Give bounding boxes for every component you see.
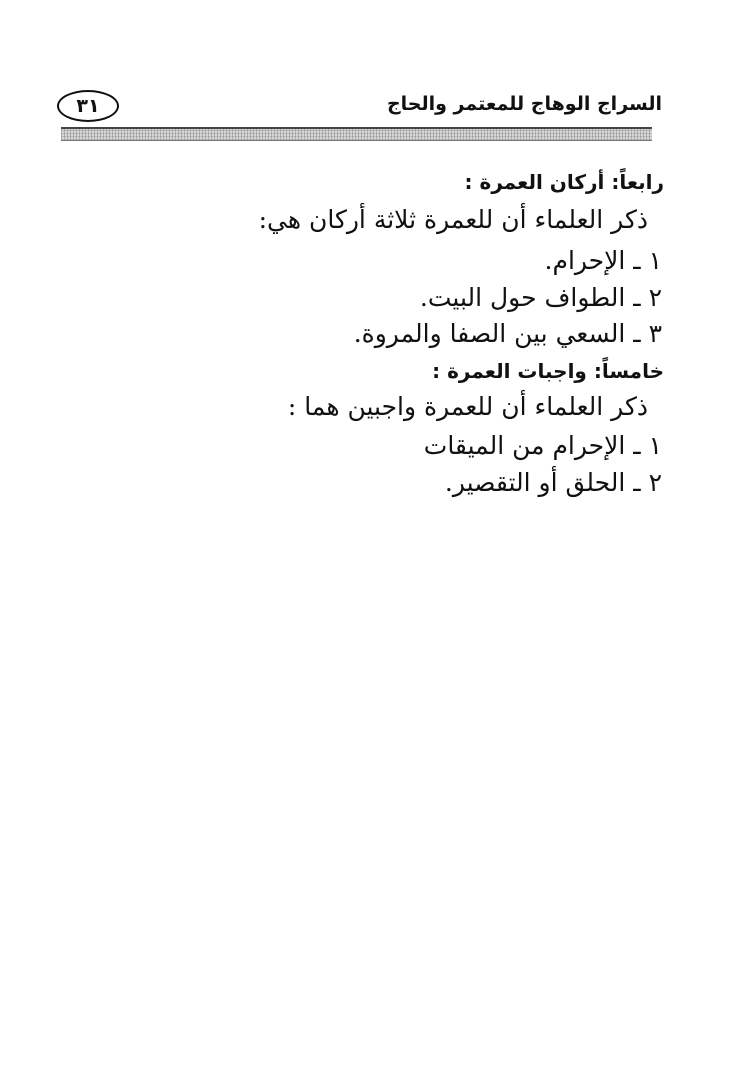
page-number: ٣١: [76, 94, 100, 117]
section-four-item: ١ ـ الإحرام.: [544, 246, 662, 275]
section-four-item: ٣ ـ السعي بين الصفا والمروة.: [353, 319, 662, 348]
header-divider: [61, 127, 652, 141]
running-title: السراج الوهاج للمعتمر والحاج: [386, 93, 662, 115]
section-four-heading: رابعاً: أركان العمرة :: [464, 170, 664, 194]
section-four-intro: ذكر العلماء أن للعمرة ثلاثة أركان هي:: [258, 205, 648, 234]
section-five-item: ٢ ـ الحلق أو التقصير.: [444, 468, 662, 497]
section-four-item: ٢ ـ الطواف حول البيت.: [419, 283, 662, 312]
section-five-heading: خامساً: واجبات العمرة :: [432, 359, 664, 383]
section-five-item: ١ ـ الإحرام من الميقات: [423, 431, 662, 460]
section-five-intro: ذكر العلماء أن للعمرة واجبين هما :: [287, 392, 648, 421]
page-number-badge: [57, 90, 119, 122]
